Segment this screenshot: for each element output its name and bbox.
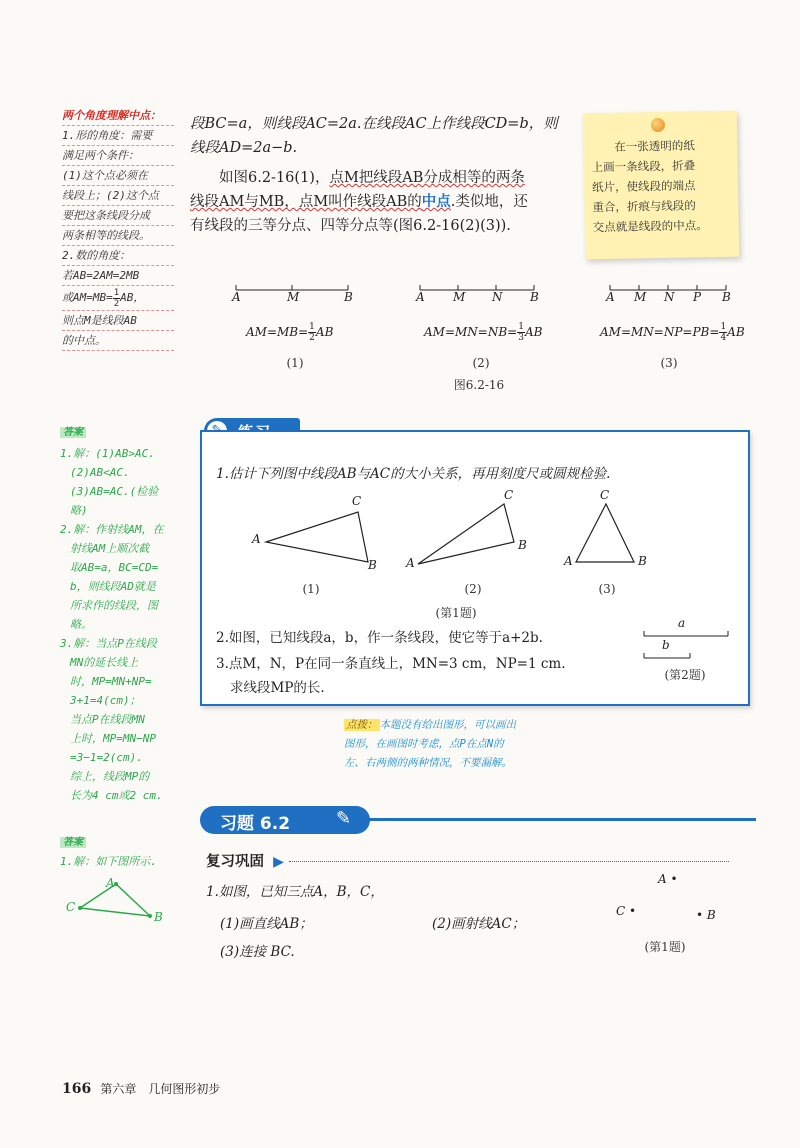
sticky-note [583, 111, 740, 260]
triangle-2 [418, 504, 514, 564]
sidebar-note-line: 2.数的角度： [62, 246, 174, 266]
point-label: B [344, 290, 353, 304]
sticky-line: 在一张透明的纸 [614, 138, 695, 154]
frac-num: 1 [720, 322, 727, 332]
vertex-label: A [252, 532, 261, 546]
sidebar-note [62, 106, 174, 351]
vertex-label: C [504, 488, 514, 502]
section-title [206, 850, 746, 871]
sidebar-note-line: 满足两个条件： [62, 146, 174, 166]
point-label: B [530, 290, 539, 304]
eq-text: AM=MN=NB= [424, 325, 518, 339]
tip-label: 点拨： [346, 719, 378, 731]
eq-text: AB [315, 325, 334, 339]
exercise-q1: 1.如图，已知三点A，B，C， [206, 884, 384, 900]
answers-practice [60, 422, 186, 805]
answers-title [60, 832, 186, 852]
point-label: N [492, 290, 503, 304]
page-footer [62, 1078, 220, 1097]
vertex-label: A [406, 556, 415, 570]
answer-vertex-a: A [106, 876, 115, 890]
practice-q1: 1.估计下列图中线段AB与AC的大小关系，再用刻度尺或圆规检验. [216, 466, 611, 482]
vertex-label: B [518, 538, 527, 552]
answers-title-text: 答案 [60, 427, 86, 438]
equation-1 [246, 322, 333, 343]
triangle-3 [576, 504, 634, 562]
answer-line: 略。 [70, 618, 92, 631]
answer-line: 所求作的线段，图 [70, 599, 158, 612]
eq-text: AB [727, 325, 745, 339]
triangle-figures [242, 486, 682, 586]
page-number: 166 [62, 1081, 92, 1097]
chapter-title: 第六章 几何图形初步 [100, 1082, 221, 1096]
sidebar-note-eq: 或AM=MB= [62, 291, 113, 304]
point-label: M [634, 290, 647, 304]
segment-label-b: b [662, 638, 670, 652]
triangle-1 [266, 512, 368, 562]
section-title-text: 复习巩固 [206, 854, 264, 870]
pin-icon [651, 118, 665, 132]
sidebar-note-line: 两条相等的线段。 [62, 226, 174, 246]
sticky-line: 重合，折痕与线段的 [592, 198, 696, 215]
subfigure-label: (3) [660, 356, 678, 370]
equation-3 [600, 322, 745, 343]
answer-line: 3+1=4(cm)； [70, 694, 141, 707]
vertex-label: B [638, 554, 647, 568]
vertex-label: B [368, 558, 377, 572]
frac-den: 2 [113, 298, 120, 309]
figure-caption: (第1题) [435, 606, 477, 620]
point-label: A [606, 290, 615, 304]
answer-vertex-c: C [66, 900, 76, 914]
main-text [190, 112, 580, 238]
text-run: 有线段的三等分点、四等分点等(图6.2-16(2)(3)). [190, 218, 511, 234]
answer-line: 当点P在线段MN [70, 713, 145, 726]
answers-title-text: 答案 [60, 837, 86, 848]
answers-exercise [60, 832, 186, 871]
text-run: .类似地，还 [450, 194, 528, 210]
answer-line: b，则线段AD就是 [70, 580, 156, 593]
sticky-text [591, 135, 733, 237]
sidebar-note-line: 则点M是线段AB [62, 311, 174, 331]
play-icon: ▶ [273, 854, 284, 870]
answers-title [60, 422, 186, 442]
point-label: A [232, 290, 241, 304]
frac-num: 1 [518, 322, 524, 332]
point-label: C • [616, 904, 637, 918]
answer-vertex-b: B [154, 910, 163, 924]
point-label: M [453, 290, 466, 304]
sidebar-note-line: (1)这个点必须在 [62, 166, 174, 186]
exercise-title: 习题 6.2 [220, 814, 291, 834]
eq-text: AM=MN=NP=PB= [600, 325, 720, 339]
sidebar-note-title: 两个角度理解中点： [62, 106, 174, 126]
subfigure-label: (2) [472, 356, 490, 370]
subfigure-label: (1) [286, 356, 304, 370]
sidebar-note-eq-tail: AB， [120, 291, 145, 304]
answer-line: 3.解：当点P在线段 [60, 637, 157, 650]
point-label: B [722, 290, 731, 304]
answer-line: 略) [70, 504, 88, 517]
answer-line: MN的延长线上 [70, 656, 139, 669]
answer-line: (3)AB=AC.(检验 [70, 485, 159, 498]
answer-line: 1.解：(1)AB>AC. [60, 447, 155, 460]
answer-line: 综上，线段MP的 [70, 770, 150, 783]
frac-num: 1 [309, 322, 315, 332]
figure-caption: 图6.2-16 [453, 378, 505, 392]
definition-text: 线段AM与MB，点M叫作线段AB的 [190, 194, 422, 210]
sidebar-note-line: 1.形的角度：需要 [62, 126, 174, 146]
sticky-line: 交点就是线段的中点。 [592, 218, 708, 235]
exercise-header [200, 806, 370, 834]
segments-a-b [640, 622, 734, 666]
answer-line: 1.解：如下图所示. [60, 855, 157, 868]
tip-note [344, 716, 574, 773]
tip-text: 本题没有给出图形，可以画出 [379, 719, 516, 731]
tip-line: 图形，在画图时考虑，点P在点N的 [344, 738, 504, 750]
point-label: A • [658, 872, 678, 886]
tip-line: 左、右两侧的两种情况，不要漏解。 [344, 757, 512, 769]
answer-line: 长为4 cm或2 cm. [70, 789, 163, 802]
segment-label-a: a [678, 616, 686, 630]
subfigure-label: (3) [598, 582, 616, 596]
point-a-label: A [658, 872, 667, 886]
subfigure-label: (1) [302, 582, 320, 596]
text-run: 如图6.2-16(1)， [219, 170, 330, 186]
vertex-label: C [600, 488, 610, 502]
pen-icon: ✎ [336, 808, 352, 829]
text-line: 段BC=a，则线段AC=2a.在线段AC上作线段CD=b，则 [190, 116, 558, 132]
practice-box [200, 430, 750, 706]
point-label: P [693, 290, 702, 304]
sticky-line: 上画一条线段，折叠 [591, 158, 696, 175]
frac-den: 4 [720, 333, 727, 343]
paragraph [190, 166, 580, 238]
practice-q2: 2.如图，已知线段a，b，作一条线段，使它等于a+2b. [216, 630, 543, 646]
sidebar-note-line: 若AB=2AM=2MB [62, 266, 174, 286]
equation-2 [424, 322, 542, 343]
subfigure-label: (2) [464, 582, 482, 596]
answer-line: 射线AM上顺次截 [70, 542, 150, 555]
frac-den: 3 [518, 333, 524, 343]
keyword-midpoint: 中点 [421, 193, 451, 210]
definition-text: 点M把线段AB分成相等的两条 [329, 170, 525, 186]
vertex-label: A [564, 554, 573, 568]
point-c-label: C [616, 904, 626, 918]
tip-line [344, 716, 574, 735]
text-line: 线段AD=2a−b. [190, 140, 298, 156]
vertex-label: C [352, 494, 362, 508]
answer-line: 2.解：作射线AM，在 [60, 523, 164, 536]
frac-num: 1 [113, 287, 120, 298]
answer-line: 上时，MP=MN−NP [70, 732, 156, 745]
sticky-line: 纸片，使线段的端点 [591, 178, 696, 195]
practice-q3-cont: 求线段MP的长. [230, 680, 325, 696]
eq-text: AM=MB= [246, 325, 309, 339]
figure-6-2-16 [220, 276, 760, 400]
exercise-q1-2: (2)画射线AC； [432, 916, 526, 932]
answer-line: (2)AB<AC. [70, 466, 130, 479]
figure-caption: (第1题) [644, 940, 686, 954]
figure-caption: (第2题) [664, 668, 706, 682]
dotted-rule [289, 861, 729, 862]
point-label: M [287, 290, 300, 304]
answer-line: =3−1=2(cm). [70, 751, 143, 764]
exercise-q1-1: (1)画直线AB； [220, 916, 313, 932]
point-label: N [664, 290, 675, 304]
segment-ab-thirds [420, 285, 534, 290]
answer-line: 时，MP=MN+NP= [70, 675, 152, 688]
sidebar-note-line: 要把这条线段分成 [62, 206, 174, 226]
practice-q3: 3.点M，N，P在同一条直线上，MN=3 cm，NP=1 cm. [216, 656, 566, 672]
exercise-q1-3: (3)连接 BC. [220, 944, 295, 960]
point-label: • B [696, 908, 716, 922]
sidebar-note-line [62, 286, 174, 311]
eq-text: AB [524, 325, 543, 339]
sidebar-note-line: 线段上；(2)这个点 [62, 186, 174, 206]
point-label: A [416, 290, 425, 304]
segment-diagrams [220, 276, 760, 316]
frac-den: 2 [309, 333, 315, 343]
sidebar-note-line: 的中点。 [62, 331, 174, 351]
point-b-label: B [706, 908, 716, 922]
answer-line: 取AB=a，BC=CD= [70, 561, 159, 574]
